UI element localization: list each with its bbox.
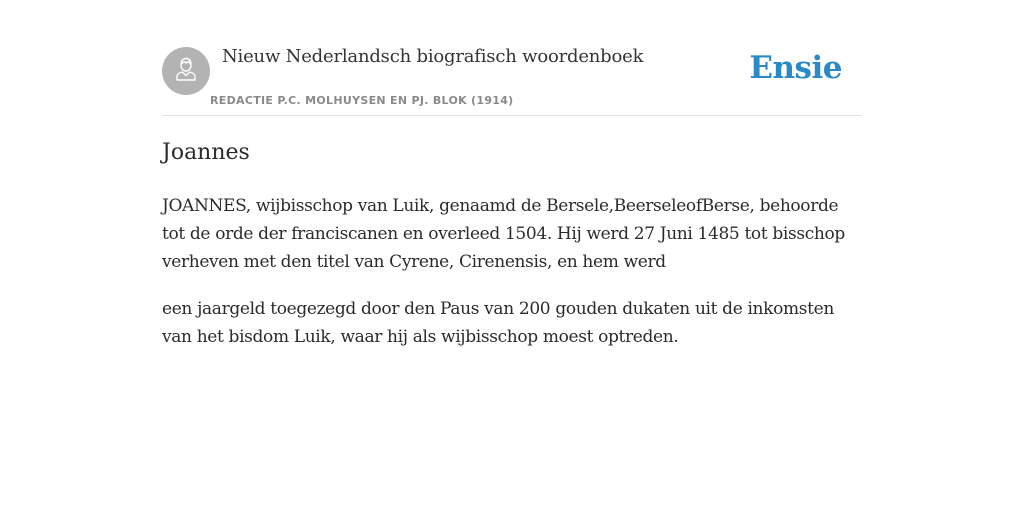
header xyxy=(162,0,862,116)
entry-paragraph: JOANNES, wijbisschop van Luik, genaamd de Bersele,BeerseleofBerse, behoorde tot de orde der franciscanen en overleed 1504. Hij werd 27 Juni 1485 tot bisschop verheven met den titel van Cyrene, Cirenensis, en hem werd xyxy=(162,196,845,272)
ensie-logo[interactable]: Ensie xyxy=(749,50,842,86)
avatar[interactable] xyxy=(162,47,210,95)
entry-title: Joannes xyxy=(162,140,250,165)
entry-paragraph: een jaargeld toegezegd door den Paus van 200 gouden dukaten uit de inkomsten van het bisdom Luik, waar hij als wijbisschop moest optreden. xyxy=(162,299,834,347)
user-icon xyxy=(171,54,201,88)
editors-credit: REDACTIE P.C. MOLHUYSEN EN PJ. BLOK (1914) xyxy=(210,94,514,107)
entry-body xyxy=(162,192,862,370)
book-title[interactable]: Nieuw Nederlandsch biografisch woordenboek xyxy=(222,46,644,67)
page xyxy=(162,0,862,347)
